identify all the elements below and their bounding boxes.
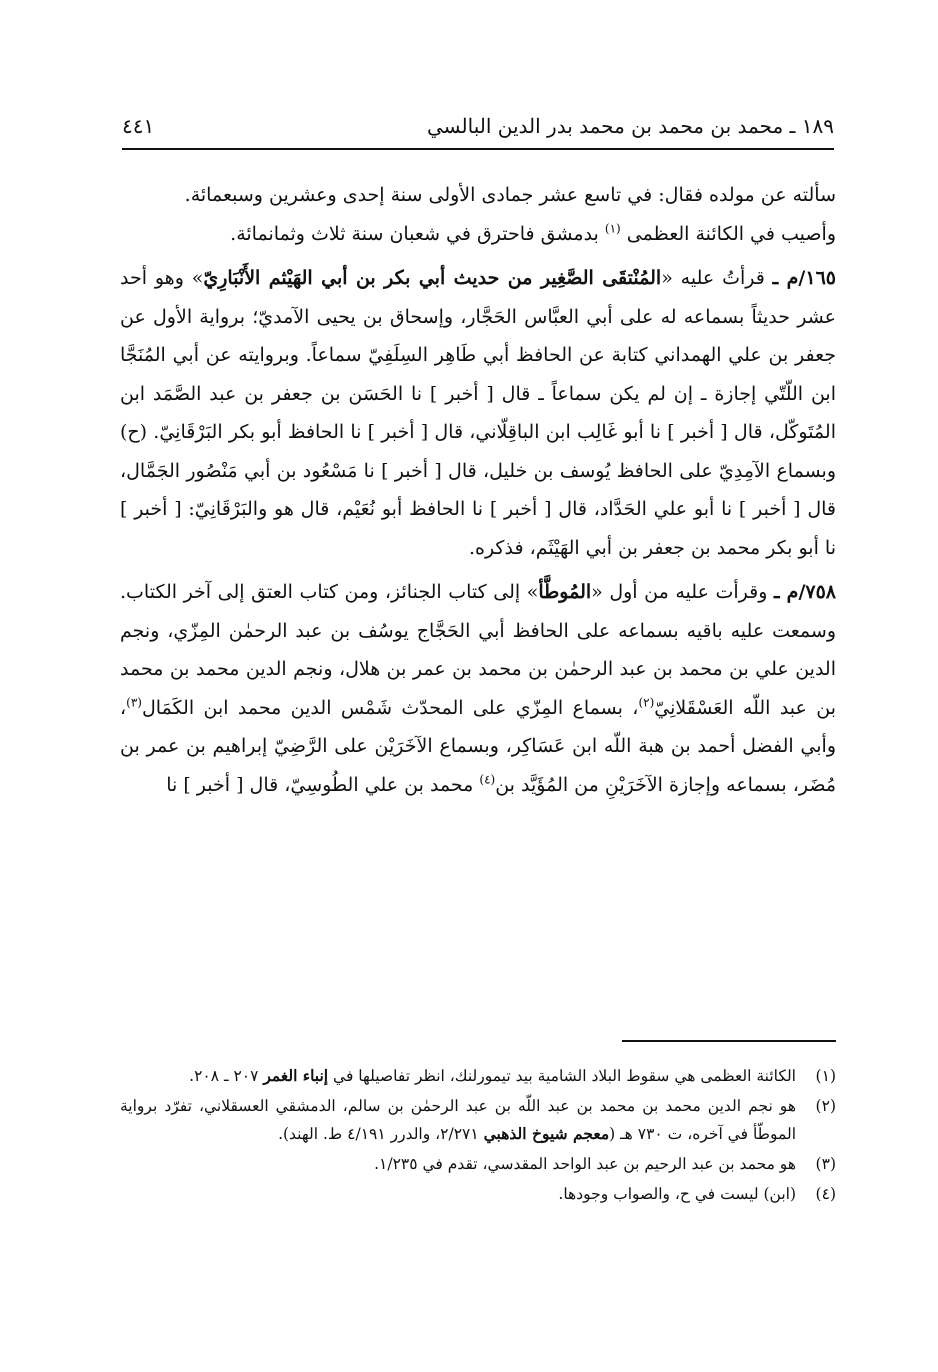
entry-165-intro: قرأتُ عليه « bbox=[661, 267, 765, 289]
footnote-text bbox=[120, 1062, 796, 1090]
footnotes bbox=[120, 1062, 836, 1210]
footnote-text: هو محمد بن عبد الرحيم بن عبد الواحد المقدسي، تقدم في ١/٢٣٥. bbox=[374, 1155, 796, 1173]
footnote-2-refs: ٢/٢٧١، والدرر ٤/١٩١ ط. الهند). bbox=[278, 1125, 479, 1143]
entry-758-text-4: محمد بن علي الطُوسِيّ، قال [ أخبر ] نا bbox=[166, 773, 474, 796]
entry-165-text: » وهو أحد عشر حديثاً بسماعه له على أبي العبَّاس الحَجَّار، وإسحاق بن يحيى الآمديّ؛ برواية الأول عن جعفر بن علي الهمداني كتابة عن الحافظ أبي طَاهِر السِلَفِيّ سماعاً. وبروايته عن أبي المُنَجَّا ابن اللّتّي إجازة ـ إن لم يكن سماعاً ـ قال [ أخبر ] نا الحَسَن بن جعفر بن عبد الصَّمَد ابن المُتَوكّل، قال [ أخبر ] نا أبو غَالِب ابن الباقِلّاني، قال [ أخبر ] نا الحافظ أبو بكر البَرْقَانِيّ. (ح) وبسماع الآمِدِيّ على الحافظ يُوسف بن خليل، قال [ أخبر ] نا مَسْعُود بن أبي مَنْصُور الجَمَّال، قال [ أخبر ] نا أبو علي الحَدَّاد، قال [ أخبر ] نا الحافظ أبو نُعَيْم، قال هو والبَرْقَانِيّ: [ أخبر ] نا أبو بكر محمد بن جعفر بن أبي الهَيْثَم، فذكره. bbox=[120, 267, 836, 559]
footnote-text: (ابن) ليست في ح، والصواب وجودها. bbox=[558, 1185, 796, 1203]
footnote-4 bbox=[120, 1180, 836, 1208]
paragraph-fire bbox=[120, 215, 836, 254]
footnote-number: (٤) bbox=[815, 1185, 836, 1203]
header-rule bbox=[122, 148, 834, 150]
entry-758 bbox=[120, 573, 836, 804]
entry-758-intro: وقرأت عليه من أول « bbox=[591, 581, 768, 603]
entry-758-text-2: ، بسماع المِزّي على المحدّث شَمْس الدين محمد ابن الكَمَال bbox=[141, 696, 639, 719]
paragraph-birth bbox=[120, 176, 836, 215]
footnote-1-source: إنباء الغمر bbox=[263, 1066, 329, 1085]
footnote-number: (٢) bbox=[815, 1097, 836, 1115]
footnote-3 bbox=[120, 1150, 836, 1178]
footnote-2-source: معجم شيوخ الذهبي bbox=[483, 1124, 610, 1143]
book-title-muntaqa: المُنْتقَى الصَّغِير من حديث أبي بكر بن أبي الهَيْثم الأَنْبَارِيّ bbox=[203, 267, 662, 289]
header-title: ١٨٩ ـ محمد بن محمد بن محمد بدر الدين البالسي bbox=[427, 114, 834, 138]
entry-number-165: ١٦٥/م ـ bbox=[772, 267, 836, 289]
footnote-2-text: هو نجم الدين محمد بن محمد بن عبد اللّه بن عبد الرحمٰن بن سالم، الدمشقي العسقلاني، تفرّد برواية الموطّأ في آخره، ت ٧٣٠ هـ ( bbox=[120, 1097, 796, 1143]
entry-758-text: » إلى كتاب الجنائز، ومن كتاب العتق إلى آخر الكتاب. وسمعت عليه باقيه بسماعه على الحافظ أبي الحَجَّاج يوسُف بن عبد الرحمٰن المِزّي، ونجم الدين علي بن محمد بن عبد الرحمٰن بن محمد بن عمر بن هلال، ونجم الدين محمد بن محمد بن عبد اللّه العَسْقَلانِيّ bbox=[120, 581, 837, 719]
paragraph-fire-text: وأصيب في الكائنة العظمى bbox=[626, 222, 836, 245]
footnote-ref-4: (٤) bbox=[479, 772, 496, 787]
footnote-1 bbox=[120, 1062, 836, 1090]
footnote-1-text: الكائنة العظمى هي سقوط البلاد الشامية بيد تيمورلنك، انظر تفاصيلها في bbox=[333, 1067, 796, 1085]
running-header bbox=[122, 96, 834, 136]
footnote-ref-3: (٣) bbox=[126, 695, 142, 710]
footnote-2 bbox=[120, 1092, 836, 1148]
paragraph-birth-text: سألته عن مولده فقال: في تاسع عشر جمادى الأولى سنة إحدى وعشرين وسبعمائة. bbox=[184, 184, 836, 206]
footnote-ref-1: (١) bbox=[604, 221, 621, 236]
footnote-1-pages: ٢٠٧ ـ ٢٠٨. bbox=[189, 1067, 259, 1085]
entry-165 bbox=[120, 259, 836, 567]
book-title-muwatta: المُوطَّأ bbox=[538, 581, 592, 603]
main-text bbox=[120, 176, 836, 804]
paragraph-fire-text-end: بدمشق فاحترق في شعبان سنة ثلاث وثمانمائة. bbox=[230, 222, 599, 245]
footnote-rule bbox=[622, 1040, 836, 1042]
entry-number-758: ٧٥٨/م ـ bbox=[773, 581, 837, 603]
footnote-ref-2: (٢) bbox=[638, 695, 655, 710]
footnote-text bbox=[120, 1092, 796, 1148]
entry-758-text-3: ، وأبي الفضل أحمد بن هبة اللّه ابن عَسَاكِر، وبسماع الآخَرَيْن على الرَّضِيّ إبراهيم بن عمر بن مُضَر، بسماعه وإجازة الآخَرَيْنِ من المُؤَيَّد بن bbox=[120, 696, 836, 796]
page-number: ٤٤١ bbox=[122, 114, 155, 138]
footnote-number: (٣) bbox=[815, 1155, 836, 1173]
footnote-number: (١) bbox=[815, 1067, 836, 1085]
